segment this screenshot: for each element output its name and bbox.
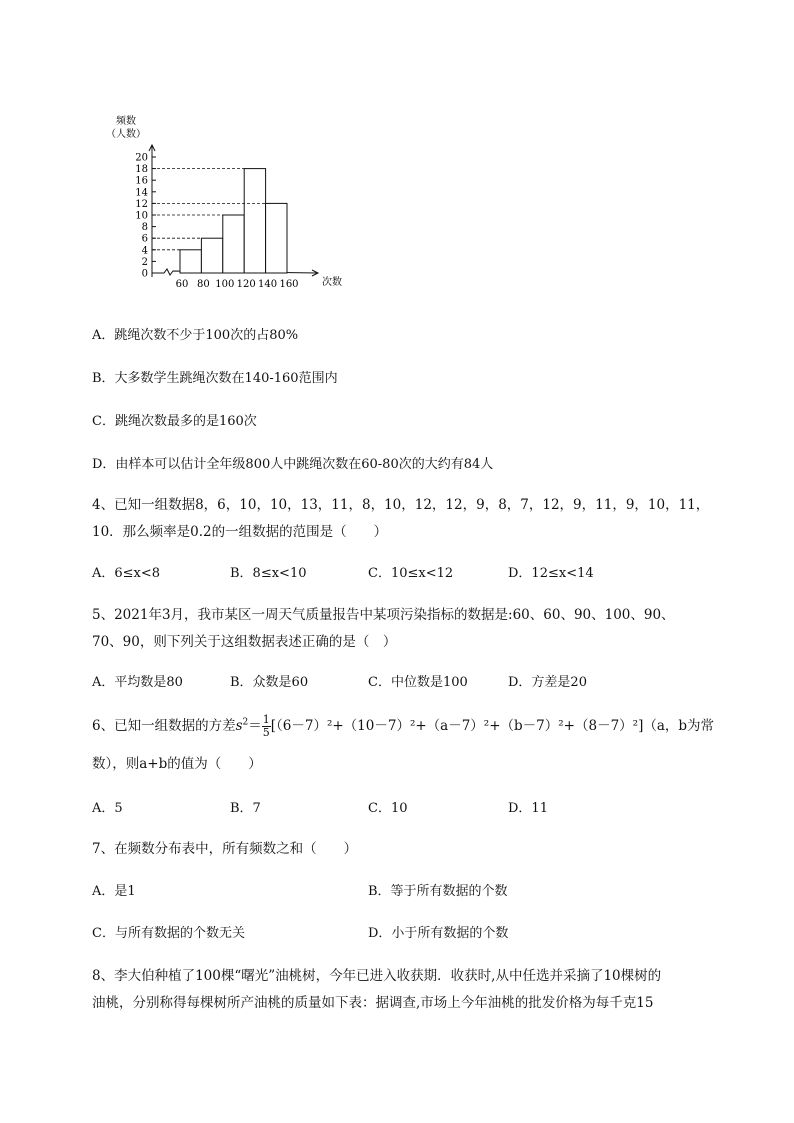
q6-eq: ＝ [248, 718, 262, 734]
histogram-bar [266, 203, 287, 273]
q6-option-c[interactable]: C．10 [368, 801, 408, 816]
y-tick-label: 0 [141, 268, 148, 280]
q6-stem-line2: 数），则a+b的值为（ ） [92, 756, 262, 772]
q6-frac-den: 5 [262, 726, 270, 739]
q4-option-d[interactable]: D．12≤x<14 [508, 566, 594, 581]
x-tick-label: 140 [258, 279, 278, 290]
histogram-bar [244, 169, 265, 273]
q4-option-b[interactable]: B．8≤x<10 [230, 566, 307, 581]
y-tick-label: 8 [141, 222, 148, 234]
q5-option-c[interactable]: C．中位数是100 [368, 675, 468, 690]
x-tick-label: 100 [215, 279, 235, 290]
q6-s-var: s [235, 718, 243, 734]
q5-option-b[interactable]: B．众数是60 [230, 675, 309, 690]
x-tick-label: 80 [197, 279, 210, 290]
y-tick-label: 6 [141, 233, 148, 245]
q4-stem-line1: 4、已知一组数据8，6，10，10，13，11，8，10，12，12，9，8，7，12，9，11，9，10，11， [92, 497, 710, 513]
q7-option-a[interactable]: A．是1 [92, 884, 136, 899]
q5-option-d[interactable]: D．方差是20 [508, 675, 587, 690]
q6-sup: 2 [242, 717, 249, 728]
q7-stem: 7、在频数分布表中，所有频数之和（ ） [92, 841, 358, 857]
y-tick-label: 4 [141, 245, 148, 257]
q6-frac-num: 1 [262, 713, 270, 726]
q5-stem-line2: 70、90，则下列关于这组数据表述正确的是（ ） [92, 634, 397, 650]
q8-stem-line2: 油桃，分别称得每棵树所产油桃的质量如下表：据调查,市场上今年油桃的批发价格为每千克15 [92, 995, 654, 1011]
y-tick-label: 16 [135, 175, 148, 187]
q6-option-d[interactable]: D．11 [508, 801, 548, 816]
q4-stem-line2: 10．那么频率是0.2的一组数据的范围是（ ） [92, 524, 388, 540]
q3-option-c[interactable]: C．跳绳次数最多的是160次 [92, 414, 257, 429]
q6-body: [（6－7）²+（10－7）²+（a－7）²+（b－7）²+（8－7）²]（a，b为常 [270, 718, 715, 734]
y-tick-label: 14 [135, 187, 148, 199]
q6-stem-line1 [92, 714, 714, 739]
histogram-chart [100, 110, 360, 290]
y-tick-label: 2 [141, 256, 148, 268]
q6-option-b[interactable]: B．7 [230, 801, 261, 816]
q7-option-d[interactable]: D．小于所有数据的个数 [368, 926, 509, 941]
q6-option-a[interactable]: A．5 [92, 801, 123, 816]
q5-option-a[interactable]: A．平均数是80 [92, 675, 183, 690]
y-axis-label-2: （人数） [106, 129, 146, 140]
histogram-bar [180, 250, 201, 273]
q5-stem-line1: 5、2021年3月，我市某区一周天气质量报告中某项污染指标的数据是:60、60、90、100、90、 [92, 607, 675, 623]
y-tick-label: 12 [135, 198, 148, 210]
y-tick-label: 20 [135, 152, 148, 164]
q8-stem-line1: 8、李大伯种植了100棵“曙光”油桃树，今年已进入收获期．收获时,从中任选并采摘了10棵树的 [92, 968, 662, 984]
x-tick-label: 160 [279, 279, 299, 290]
q3-option-a[interactable]: A．跳绳次数不少于100次的占80% [92, 328, 299, 343]
q7-option-c[interactable]: C．与所有数据的个数无关 [92, 926, 245, 941]
y-tick-label: 18 [135, 164, 148, 176]
y-tick-label: 10 [135, 210, 148, 222]
q4-option-a[interactable]: A．6≤x<8 [92, 566, 161, 581]
q4-option-c[interactable]: C．10≤x<12 [368, 566, 454, 581]
histogram-bar [223, 215, 244, 273]
q6-prefix: 6、已知一组数据的方差 [92, 718, 236, 734]
y-axis-label-1: 频数 [116, 116, 136, 127]
q6-fraction [262, 714, 271, 739]
q3-option-b[interactable]: B．大多数学生跳绳次数在140-160范围内 [92, 371, 338, 386]
x-tick-label: 60 [175, 279, 189, 290]
q3-option-d[interactable]: D．由样本可以估计全年级800人中跳绳次数在60-80次的大约有84人 [92, 457, 494, 472]
x-tick-label: 120 [236, 279, 256, 290]
histogram-bar [201, 238, 222, 273]
q7-option-b[interactable]: B．等于所有数据的个数 [368, 884, 508, 899]
x-axis-label: 次数 [322, 277, 342, 288]
